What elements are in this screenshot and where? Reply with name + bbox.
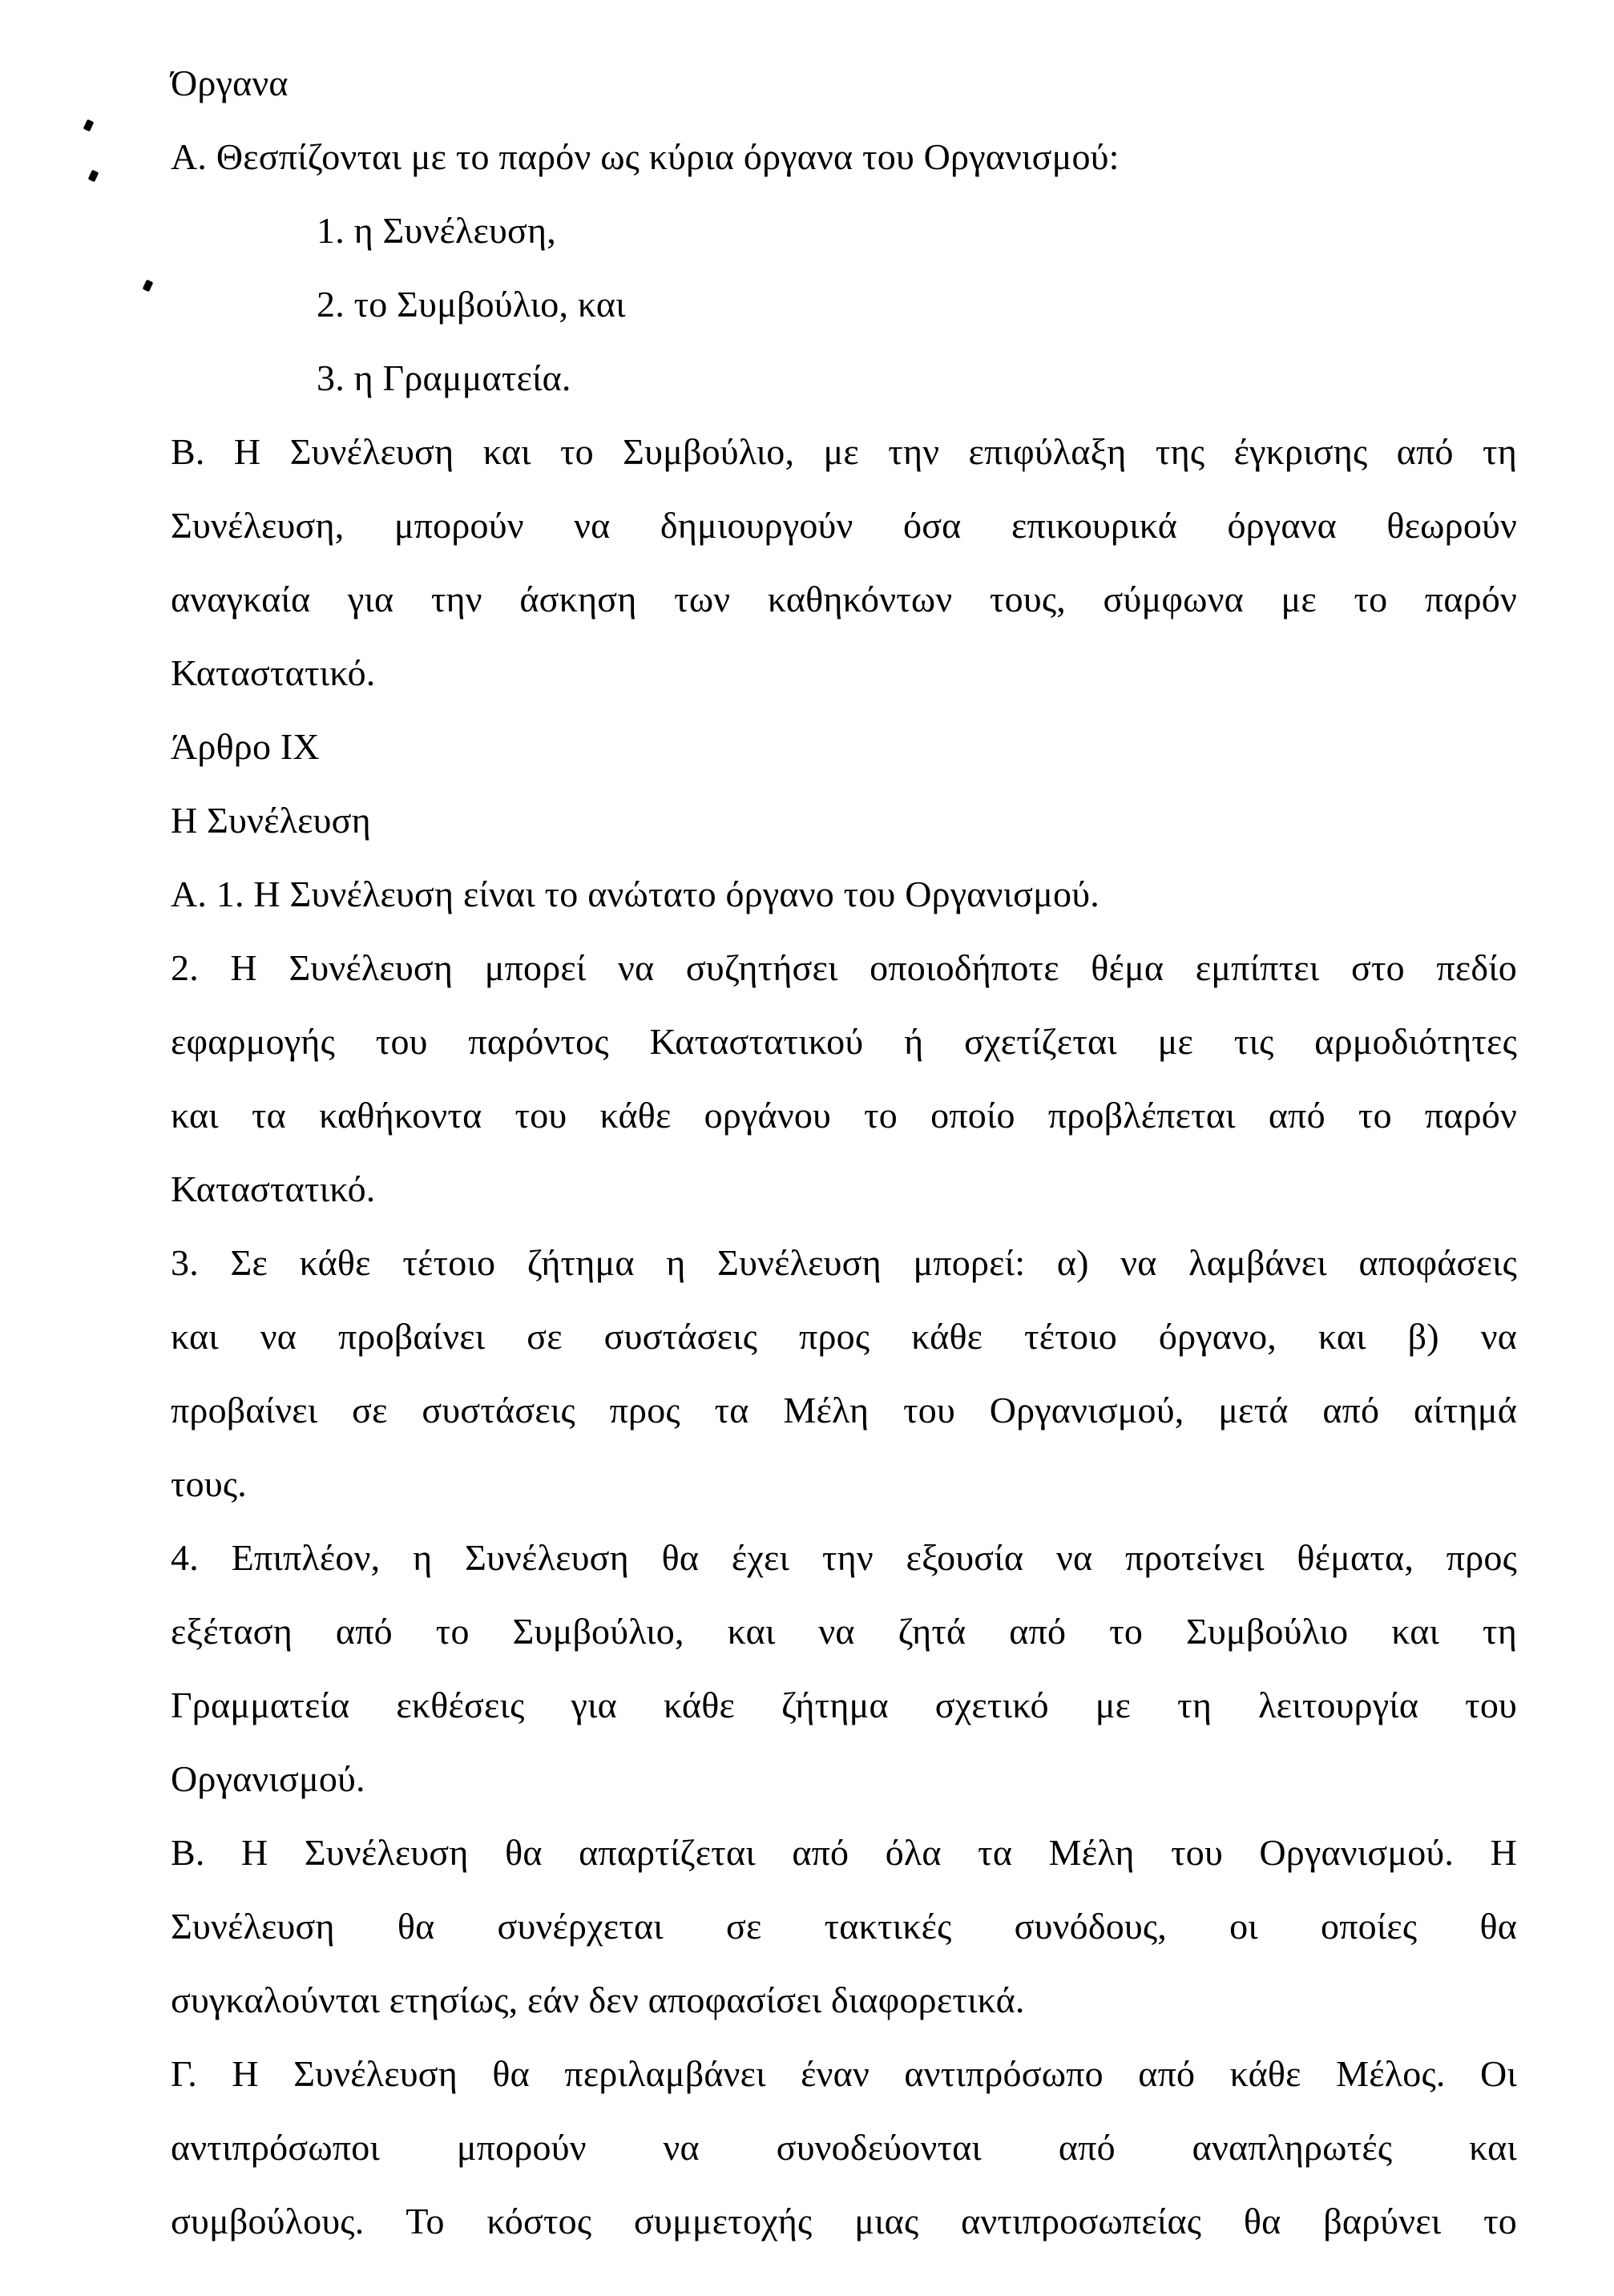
text-line: Γραμματεία εκθέσεις για κάθε ζήτημα σχετικό με τη λειτουργία του (171, 1685, 1517, 1725)
text-line: 2. Η Συνέλευση μπορεί να συζητήσει οποιοδήποτε θέμα εμπίπτει στο πεδίο (171, 947, 1517, 988)
text-line: Όργανα (171, 63, 289, 103)
scan-speck-artifact (143, 280, 154, 293)
text-line: συγκαλούνται ετησίως, εάν δεν αποφασίσει διαφορετικά. (171, 1979, 1025, 2020)
text-line: Γ. Η Συνέλευση θα περιλαμβάνει έναν αντιπρόσωπο από κάθε Μέλος. Οι (171, 2053, 1517, 2094)
text-line: 4. Επιπλέον, η Συνέλευση θα έχει την εξουσία να προτείνει θέματα, προς (171, 1537, 1517, 1578)
text-line: Η Συνέλευση (171, 800, 371, 841)
scan-speck-artifact (83, 119, 95, 132)
text-line: Καταστατικό. (171, 1168, 376, 1209)
text-line: Συνέλευση, μπορούν να δημιουργούν όσα επικουρικά όργανα θεωρούν (171, 505, 1517, 546)
text-line: Οργανισμού. (171, 1758, 365, 1799)
text-line: Α. Θεσπίζονται με το παρόν ως κύρια όργανα του Οργανισμού: (171, 136, 1120, 177)
text-line: Α. 1. Η Συνέλευση είναι το ανώτατο όργανο του Οργανισμού. (171, 874, 1100, 914)
text-line: 1. η Συνέλευση, (317, 210, 556, 251)
text-line: Β. Η Συνέλευση και το Συμβούλιο, με την επιφύλαξη της έγκρισης από τη (171, 431, 1517, 472)
text-line: 3. η Γραμματεία. (317, 357, 571, 398)
scan-speck-artifact (88, 170, 99, 183)
text-line: Καταστατικό. (171, 652, 376, 693)
text-line: τους. (171, 1463, 247, 1504)
text-line: εξέταση από το Συμβούλιο, και να ζητά από το Συμβούλιο και τη (171, 1611, 1517, 1652)
text-line: προβαίνει σε συστάσεις προς τα Μέλη του Οργανισμού, μετά από αίτημά (171, 1390, 1517, 1430)
text-line: συμβούλους. Το κόστος συμμετοχής μιας αντιπροσωπείας θα βαρύνει το (171, 2201, 1517, 2242)
text-line: και τα καθήκοντα του κάθε οργάνου το οποίο προβλέπεται από το παρόν (171, 1095, 1517, 1136)
text-line: αναγκαία για την άσκηση των καθηκόντων τους, σύμφωνα με το παρόν (171, 579, 1517, 619)
text-line: και να προβαίνει σε συστάσεις προς κάθε τέτοιο όργανο, και β) να (171, 1316, 1517, 1357)
document-text-block (171, 46, 1517, 2258)
text-line: εφαρμογής του παρόντος Καταστατικού ή σχετίζεται με τις αρμοδιότητες (171, 1021, 1517, 1062)
text-line: 3. Σε κάθε τέτοιο ζήτημα η Συνέλευση μπορεί: α) να λαμβάνει αποφάσεις (171, 1242, 1517, 1283)
text-line: 2. το Συμβούλιο, και (317, 284, 626, 325)
text-line: αντιπρόσωποι μπορούν να συνοδεύονται από αναπληρωτές και (171, 2127, 1517, 2168)
text-line: Β. Η Συνέλευση θα απαρτίζεται από όλα τα Μέλη του Οργανισμού. Η (171, 1832, 1517, 1873)
text-line: Συνέλευση θα συνέρχεται σε τακτικές συνόδους, οι οποίες θα (171, 1906, 1517, 1947)
text-line: Άρθρο IX (171, 726, 320, 767)
